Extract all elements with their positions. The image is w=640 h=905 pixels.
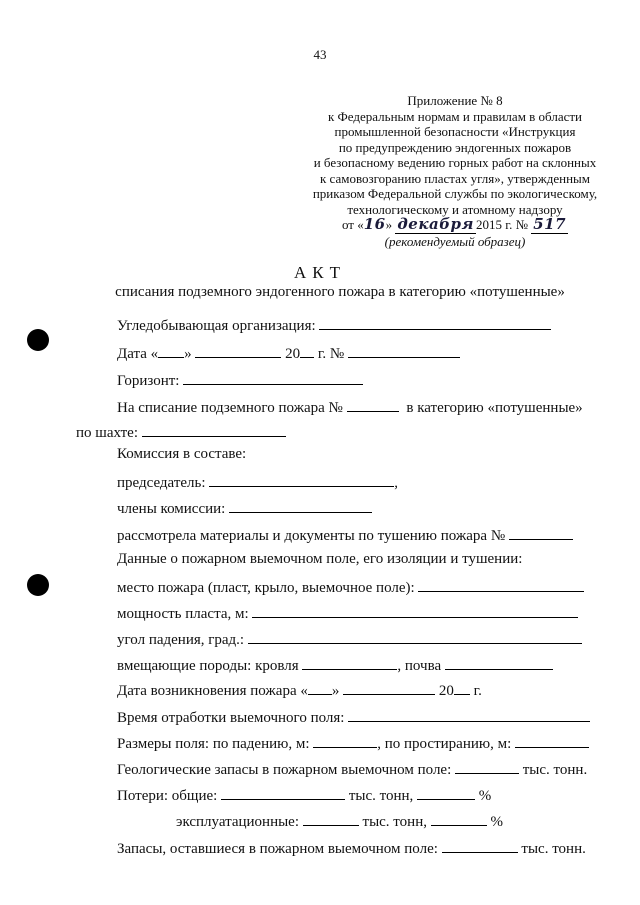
order-year-label: 2015 г. №: [475, 217, 528, 232]
appendix-line: приказом Федеральной службы по экологическому,: [312, 186, 598, 201]
chairman-label: председатель:: [117, 475, 206, 491]
members-blank[interactable]: [229, 498, 372, 513]
dip-angle-row: [117, 629, 582, 649]
order-quote-close: »: [385, 217, 393, 232]
seam-thickness-label: мощность пласта, м:: [117, 606, 249, 622]
org-label: Угледобывающая организация:: [117, 318, 316, 334]
geo-reserves-unit: тыс. тонн.: [522, 762, 588, 778]
page-number: 43: [313, 47, 327, 62]
appendix-line: промышленной безопасности «Инструкция: [334, 124, 576, 139]
losses-oper-blank[interactable]: [303, 811, 359, 826]
field-size-dip-blank[interactable]: [313, 733, 377, 748]
geo-reserves-label: Геологические запасы в пожарном выемочном поле:: [117, 762, 452, 778]
order-month: декабря: [397, 215, 474, 233]
members-label: члены комиссии:: [117, 501, 226, 517]
appendix-line: технологическому и атомному надзору: [347, 201, 563, 217]
date-month-blank[interactable]: [195, 343, 281, 358]
losses-total-pct: %: [478, 788, 492, 804]
horizon-label: Горизонт:: [117, 373, 180, 389]
date-row: [117, 343, 460, 363]
fire-place-label: место пожара (пласт, крыло, выемочное поле):: [117, 580, 415, 596]
chairman-row: [117, 472, 398, 492]
fire-date-g: г.: [473, 683, 482, 699]
dip-angle-blank[interactable]: [248, 629, 582, 644]
members-row: [117, 498, 372, 518]
binder-hole: [27, 329, 49, 351]
geo-reserves-blank[interactable]: [455, 759, 519, 774]
losses-oper-row: [176, 811, 503, 831]
field-size-strike-blank[interactable]: [515, 733, 589, 748]
seam-thickness-blank[interactable]: [252, 603, 578, 618]
act-subtitle: списания подземного эндогенного пожара в категорию «потушенные»: [115, 284, 565, 300]
host-rocks-roof-blank[interactable]: [302, 655, 397, 670]
host-rocks-floor-label: , почва: [397, 658, 442, 674]
appendix-line: и безопасному ведению горных работ на склонных: [313, 155, 597, 170]
losses-oper-pct: %: [490, 814, 503, 830]
mining-time-blank[interactable]: [348, 707, 590, 722]
writeoff-number-blank[interactable]: [347, 397, 399, 412]
reviewed-blank[interactable]: [509, 525, 573, 540]
losses-total-blank[interactable]: [221, 785, 345, 800]
losses-total-row: [117, 785, 491, 805]
host-rocks-floor-blank[interactable]: [445, 655, 553, 670]
appendix-line: к самовозгоранию пластах угля», утвержденным: [319, 170, 591, 186]
fire-date-label: Дата возникновения пожара «: [117, 683, 308, 699]
order-number: 517: [533, 215, 567, 233]
commission-row: Комиссия в составе:: [117, 446, 247, 462]
appendix-line: к Федеральным нормам и правилам в области: [327, 108, 583, 124]
mine-label: по шахте:: [76, 425, 138, 441]
binder-hole: [27, 574, 49, 596]
appendix-line: по предупреждению эндогенных пожаров: [338, 139, 572, 155]
fire-date-year-blank[interactable]: [454, 680, 470, 695]
chairman-blank[interactable]: [209, 472, 394, 487]
field-size-row: [117, 733, 589, 753]
date-label: Дата «: [117, 346, 159, 362]
data-heading: Данные о пожарном выемочном поле, его изоляции и тушении:: [117, 551, 523, 567]
remaining-blank[interactable]: [442, 838, 518, 853]
fire-date-day-blank[interactable]: [308, 680, 332, 695]
fire-place-row: [117, 577, 584, 597]
date-number-blank[interactable]: [348, 343, 460, 358]
losses-oper-pct-blank[interactable]: [431, 811, 487, 826]
field-size-label: Размеры поля: по падению, м:: [117, 736, 310, 752]
reviewed-row: [117, 525, 573, 545]
horizon-row: [117, 370, 363, 390]
appendix-line: Приложение № 8: [407, 93, 503, 108]
date-quote-close: »: [184, 346, 192, 362]
order-from-label: от «: [341, 217, 364, 232]
order-date-line: [295, 217, 615, 234]
fire-date-century: 20: [438, 683, 454, 699]
mine-row: [76, 422, 286, 442]
org-blank[interactable]: [319, 315, 551, 330]
fire-date-row: [117, 680, 482, 700]
dip-angle-label: угол падения, град.:: [117, 632, 245, 648]
fire-date-quote-close: »: [331, 683, 340, 699]
fire-date-month-blank[interactable]: [343, 680, 435, 695]
remaining-label: Запасы, оставшиеся в пожарном выемочном поле:: [117, 841, 438, 857]
geo-reserves-row: [117, 759, 587, 779]
recommended-sample-note: (рекомендуемый образец): [384, 233, 526, 249]
mining-time-label: Время отработки выемочного поля:: [117, 710, 345, 726]
losses-oper-unit: тыс. тонн,: [362, 814, 427, 830]
date-g-no: г. №: [317, 346, 345, 362]
writeoff-category: в категорию «потушенные»: [406, 400, 583, 416]
seam-thickness-row: [117, 603, 578, 623]
appendix-header: [295, 93, 615, 249]
reviewed-label: рассмотрела материалы и документы по тушению пожара №: [117, 528, 506, 544]
remaining-unit: тыс. тонн.: [521, 841, 586, 857]
order-day: 16: [363, 215, 386, 233]
horizon-blank[interactable]: [183, 370, 363, 385]
writeoff-row: [117, 397, 583, 417]
mining-time-row: [117, 707, 590, 727]
date-century: 20: [285, 346, 301, 362]
fire-place-blank[interactable]: [418, 577, 584, 592]
remaining-row: [117, 838, 586, 858]
mine-blank[interactable]: [142, 422, 286, 437]
chairman-comma: ,: [394, 475, 399, 491]
field-size-strike-label: , по простиранию, м:: [377, 736, 512, 752]
losses-total-unit: тыс. тонн,: [348, 788, 414, 804]
date-year-blank[interactable]: [300, 343, 314, 358]
writeoff-label: На списание подземного пожара №: [117, 400, 343, 416]
date-day-blank[interactable]: [158, 343, 184, 358]
losses-oper-label: эксплуатационные:: [176, 814, 300, 830]
org-row: [117, 315, 551, 335]
losses-total-label: Потери: общие:: [117, 788, 218, 804]
losses-total-pct-blank[interactable]: [417, 785, 475, 800]
host-rocks-row: [117, 655, 553, 675]
host-rocks-label: вмещающие породы: кровля: [117, 658, 299, 674]
act-title: АКТ: [294, 263, 346, 282]
